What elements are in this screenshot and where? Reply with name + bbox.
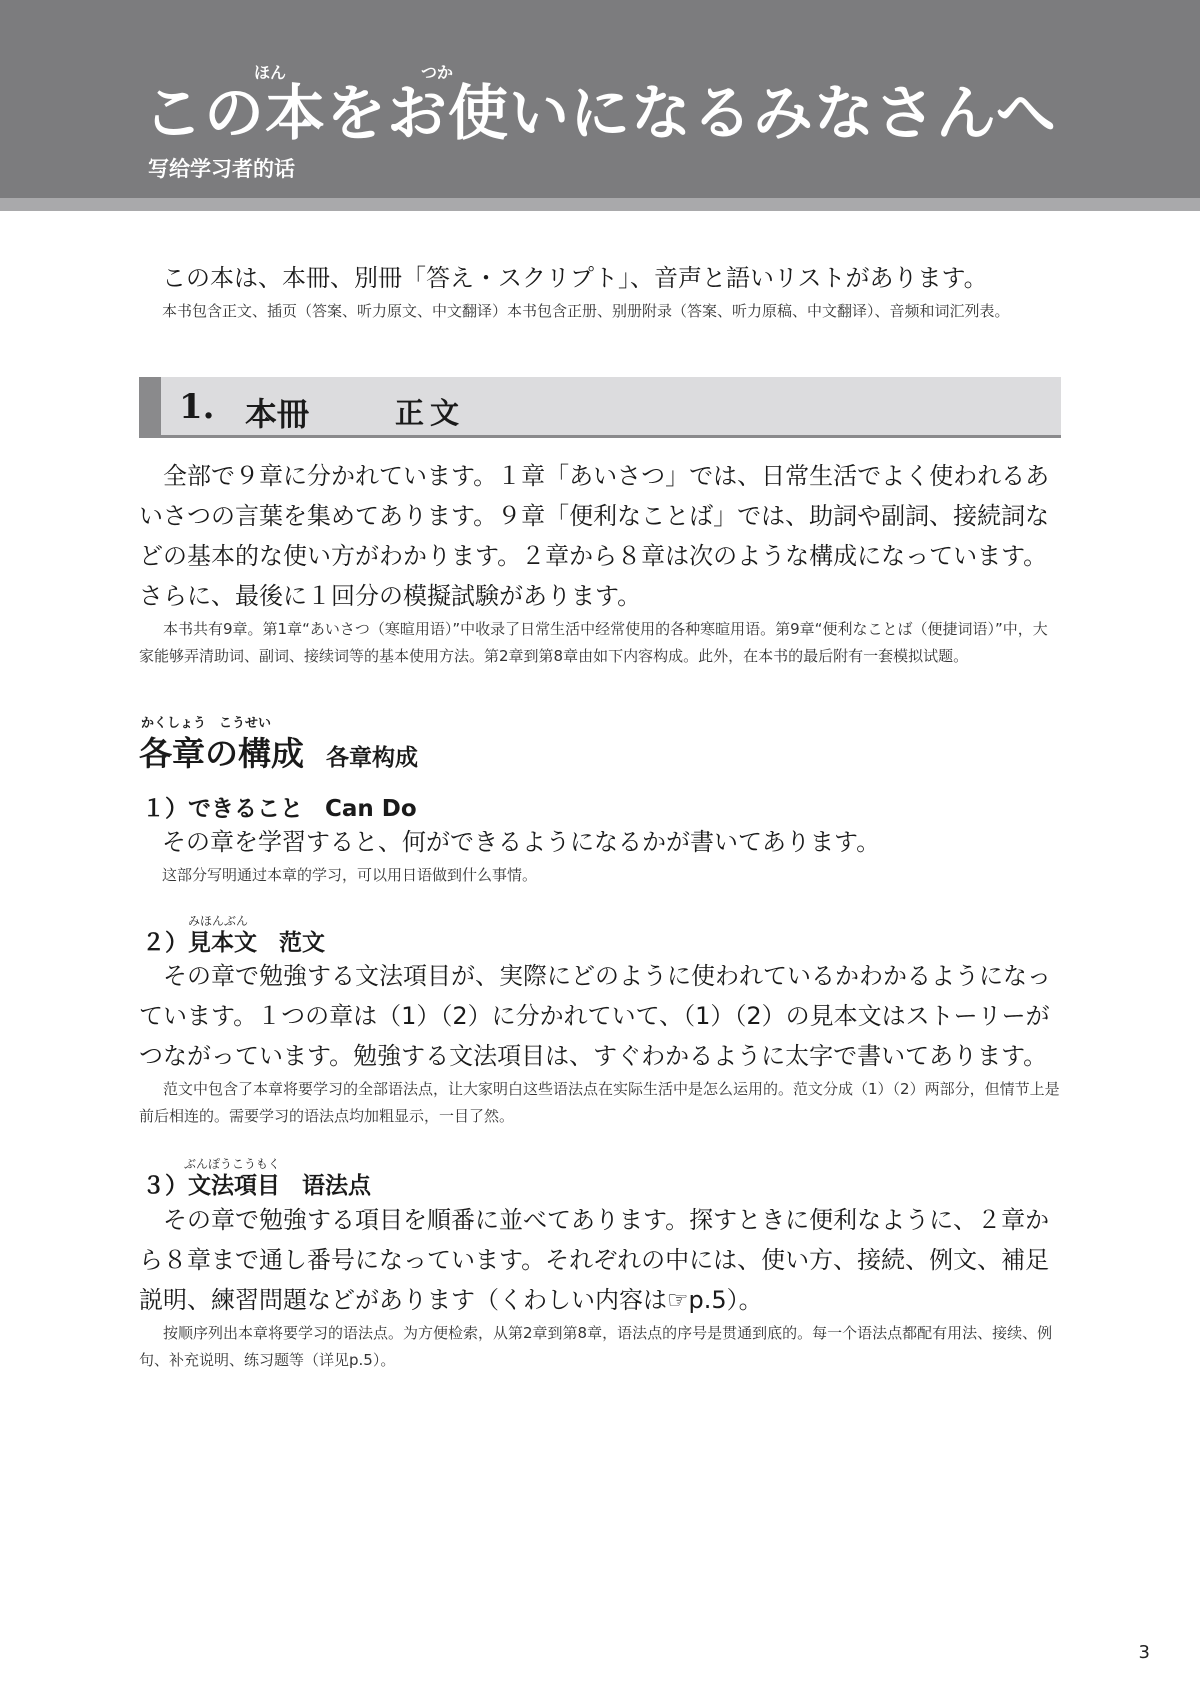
page-subtitle: 写给学习者的话 bbox=[148, 157, 295, 181]
item1-title-cn: Can Do bbox=[325, 796, 417, 822]
item1-cn: 这部分写明通过本章的学习，可以用日语做到什么事情。 bbox=[162, 866, 538, 884]
header-strip bbox=[0, 198, 1200, 211]
item3-cn: 按顺序列出本章将要学习的语法点。为方便检索，从第2章到第8章，语法点的序号是贯通到底的。每一个语法点都配有用法、接续、例句、补充说明、练习题等（详见p.5）。 bbox=[139, 1324, 1053, 1369]
item3-title-jp: ３）文法項目 bbox=[142, 1173, 280, 1199]
section1-title-cn: 正文 bbox=[395, 396, 466, 430]
section1-bar bbox=[139, 377, 1061, 438]
item2-jp: その章で勉強する文法項目が、実際にどのように使われているかわかるようになっています。１つの章は（1）（2）に分かれていて、（1）（2）の見本文はストーリーがつながっています。勉強する文法項目は、すぐわかるように太字で書いてあります。 bbox=[139, 962, 1051, 1070]
title-ruby-tsuka: つか bbox=[421, 63, 454, 82]
intro-jp: この本は、本冊、別冊「答え・スクリプト」、音声と語いリストがあります。 bbox=[162, 264, 988, 292]
item2-ruby: みほんぶん bbox=[188, 914, 249, 928]
item3-title-cn: 语法点 bbox=[302, 1173, 371, 1199]
page-number: 3 bbox=[1138, 1642, 1150, 1663]
title-ruby-hon: ほん bbox=[254, 63, 287, 82]
item2-title-jp: ２）見本文 bbox=[142, 930, 257, 956]
item2-body bbox=[139, 956, 1061, 1130]
structure-title-cn: 各章构成 bbox=[326, 745, 418, 771]
section1-title-jp: 本冊 bbox=[245, 395, 310, 433]
structure-ruby: かくしょう こうせい bbox=[141, 716, 272, 731]
item3-body bbox=[139, 1200, 1061, 1374]
structure-title-jp: 各章の構成 bbox=[139, 734, 304, 773]
item2-cn: 范文中包含了本章将要学习的全部语法点，让大家明白这些语法点在实际生活中是怎么运用的。范文分成（1）（2）两部分，但情节上是前后相连的。需要学习的语法点均加粗显示，一目了然。 bbox=[139, 1080, 1060, 1125]
section-accent bbox=[139, 377, 161, 435]
intro-block bbox=[162, 258, 1062, 325]
item3-ruby: ぶんぽうこうもく bbox=[184, 1157, 281, 1171]
section1-cn: 本书共有9章。第1章“あいさつ（寒暄用语）”中收录了日常生活中经常使用的各种寒暄用语。第9章“便利なことば（便捷词语）”中，大家能够弄清助词、副词、接续词等的基本使用方法。第2章到第8章由如下内容构成。此外，在本书的最后附有一套模拟试题。 bbox=[139, 620, 1048, 665]
item3-title bbox=[142, 1167, 371, 1200]
structure-heading bbox=[139, 728, 418, 775]
item2-title-cn: 范文 bbox=[279, 930, 325, 956]
item1-jp: その章を学習すると、何ができるようになるかが書いてあります。 bbox=[162, 828, 881, 856]
page-title: この本をお使いになるみなさんへ bbox=[143, 79, 1057, 149]
item1-title bbox=[142, 790, 417, 823]
item3-jp: その章で勉強する項目を順番に並べてあります。探すときに便利なように、２章から８章まで通し番号になっています。それぞれの中には、使い方、接続、例文、補足説明、練習問題などがあります（くわしい内容は☞p.5）。 bbox=[139, 1206, 1050, 1314]
item1-body bbox=[162, 822, 1062, 889]
intro-cn: 本书包含正文、插页（答案、听力原文、中文翻译）本书包含正册、别册附录（答案、听力原稿、中文翻译）、音频和词汇列表。 bbox=[162, 302, 1010, 320]
item2-title bbox=[142, 924, 325, 957]
section1-number: 1. bbox=[179, 387, 215, 427]
item1-title-jp: １）できること bbox=[142, 796, 303, 822]
section1-jp: 全部で９章に分かれています。１章「あいさつ」では、日常生活でよく使われるあいさつの言葉を集めてあります。９章「便利なことば」では、助詞や副詞、接続詞などの基本的な使い方がわかります。２章から８章は次のような構成になっています。さらに、最後に１回分の模擬試験があります。 bbox=[139, 462, 1050, 610]
section1-body bbox=[139, 456, 1061, 670]
